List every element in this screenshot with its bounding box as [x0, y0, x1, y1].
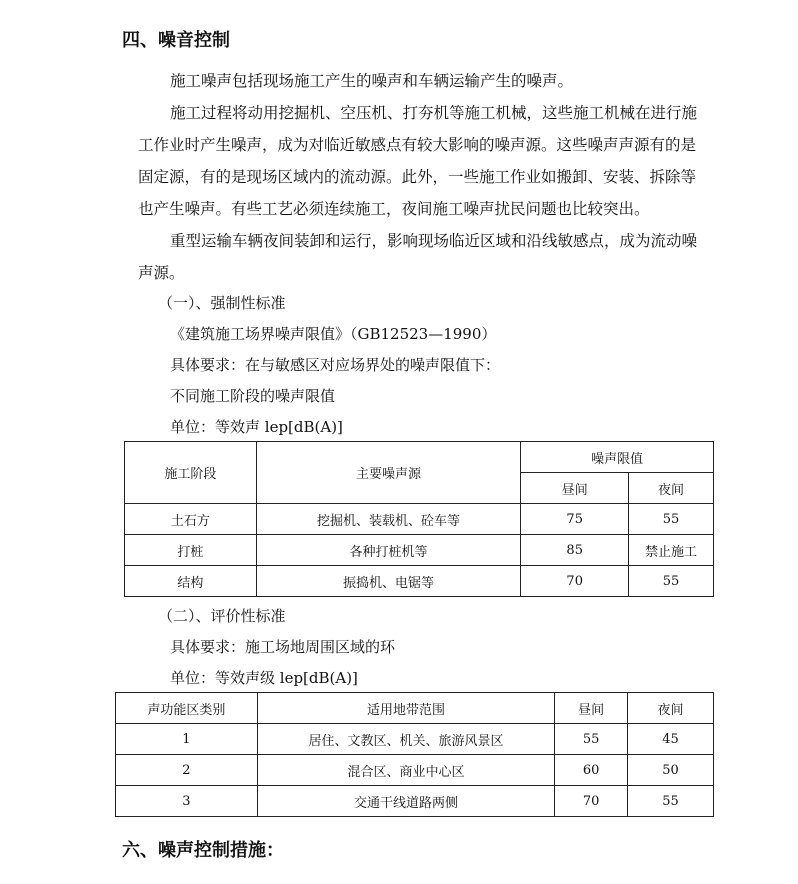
cell-range: 混合区、商业中心区: [257, 755, 554, 786]
header-source: 主要噪声源: [256, 442, 521, 504]
requirement-2: 具体要求：施工场地周围区域的环: [170, 638, 396, 656]
paragraph-line-1: 施工噪声包括现场施工产生的噪声和车辆运输产生的噪声。: [170, 72, 574, 90]
header-night: 夜间: [629, 473, 714, 504]
header-stage: 施工阶段: [125, 442, 257, 504]
cell-source: 挖掘机、装载机、砼车等: [256, 504, 521, 535]
header-range: 适用地带范围: [257, 693, 554, 724]
cell-day: 70: [555, 786, 628, 817]
paragraph-line-2: 施工过程将动用挖掘机、空压机、打夯机等施工机械，这些施工机械在进行施: [170, 104, 698, 122]
requirement-1: 具体要求：在与敏感区对应场界处的噪声限值下：: [170, 356, 501, 374]
subsection-2-title: （二）、评价性标准: [158, 607, 286, 625]
table-row: [125, 504, 714, 535]
cell-stage: 土石方: [125, 504, 257, 535]
standard-name: 《建筑施工场界噪声限值》（GB12523—1990）: [170, 325, 497, 343]
cell-stage: 结构: [125, 566, 257, 597]
table-row: [116, 786, 714, 817]
header-night: 夜间: [628, 693, 714, 724]
cell-stage: 打桩: [125, 535, 257, 566]
cell-night: 55: [628, 786, 714, 817]
cell-night: 55: [629, 504, 714, 535]
cell-range: 居住、文教区、机关、旅游风景区: [257, 724, 554, 755]
unit-2: 单位：等效声级 lep[dB(A)]: [170, 669, 358, 687]
subsection-1-title: （一）、强制性标准: [158, 294, 286, 312]
cell-day: 60: [555, 755, 628, 786]
cell-night: 50: [628, 755, 714, 786]
cell-source: 各种打桩机等: [256, 535, 521, 566]
unit-1: 单位：等效声 lep[dB(A)]: [170, 418, 343, 436]
cell-day: 85: [521, 535, 629, 566]
cell-source: 振捣机、电锯等: [256, 566, 521, 597]
cell-night: 45: [628, 724, 714, 755]
paragraph-line-7: 声源。: [138, 264, 185, 282]
cell-night: 禁止施工: [629, 535, 714, 566]
table-row: [116, 755, 714, 786]
cell-category: 2: [116, 755, 258, 786]
cell-range: 交通干线道路两侧: [257, 786, 554, 817]
table-1-caption: 不同施工阶段的噪声限值: [170, 387, 336, 405]
paragraph-line-4: 固定源，有的是现场区域内的流动源。此外，一些施工作业如搬卸、安装、拆除等: [138, 168, 697, 186]
table-row: [116, 724, 714, 755]
header-day: 昼间: [521, 473, 629, 504]
cell-night: 55: [629, 566, 714, 597]
section-4-heading: 四、噪音控制: [122, 30, 230, 51]
header-category: 声功能区类别: [116, 693, 258, 724]
table-row: [125, 566, 714, 597]
paragraph-line-6: 重型运输车辆夜间装卸和运行，影响现场临近区域和沿线敏感点，成为流动噪: [170, 232, 698, 250]
noise-zone-table: [115, 692, 714, 817]
cell-day: 75: [521, 504, 629, 535]
cell-category: 3: [116, 786, 258, 817]
cell-day: 55: [555, 724, 628, 755]
cell-day: 70: [521, 566, 629, 597]
noise-limit-table: [124, 441, 714, 597]
header-limit: 噪声限值: [521, 442, 714, 473]
section-6-heading: 六、噪声控制措施：: [122, 840, 284, 861]
table-row: [125, 535, 714, 566]
header-day: 昼间: [555, 693, 628, 724]
paragraph-line-5: 也产生噪声。有些工艺必须连续施工，夜间施工噪声扰民问题也比较突出。: [138, 200, 650, 218]
cell-category: 1: [116, 724, 258, 755]
paragraph-line-3: 工作业时产生噪声，成为对临近敏感点有较大影响的噪声源。这些噪声声源有的是: [138, 136, 697, 154]
